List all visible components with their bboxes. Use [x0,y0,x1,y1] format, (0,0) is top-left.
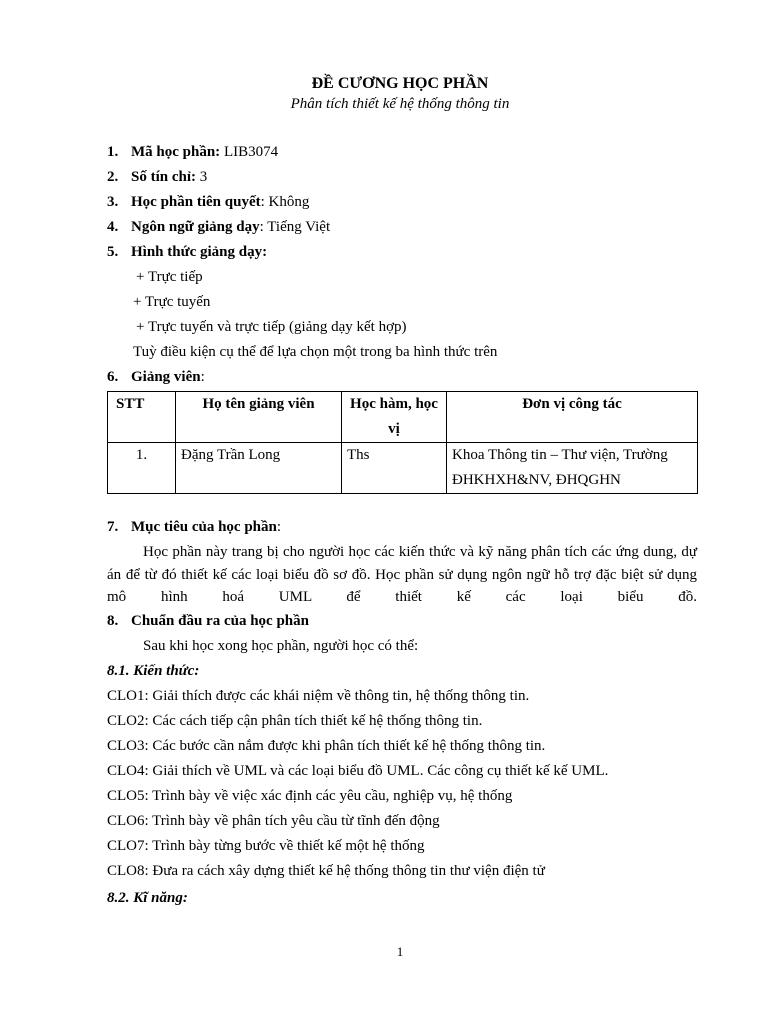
column-header-name: Họ tên giảng viên [176,392,342,443]
cell-title: Ths [342,443,447,494]
outcomes-heading: 8. Chuẩn đầu ra của học phần [107,613,309,629]
table-row [108,443,698,494]
item-label: Học phần tiên quyết [131,194,261,210]
outcomes-intro: Sau khi học xong học phần, người học có thể: [143,638,419,654]
page-number: 1 [396,944,404,959]
clo-item: CLO7: Trình bày từng bước về thiết kế một hệ thống [107,838,425,854]
objective-paragraph: Học phần này trang bị cho người học các kiến thức và kỹ năng phân tích các ứng dung, dự án để từ đó thiết kế các loại biểu đồ sơ đồ. Học phần sử dụng ngôn ngữ hỗ trợ đặc biệt sử dụng mô hình hoá UML để thiết kế các loại biểu đồ. [107,544,697,605]
item-label: Ngôn ngữ giảng dạy [131,219,260,235]
item-label: Mã học phần: [131,144,221,160]
item-label: Hình thức giảng dạy: [131,244,268,260]
document-title: ĐỀ CƯƠNG HỌC PHẦN [311,75,489,92]
objective-heading: 7. Mục tiêu của học phần: [107,519,282,535]
clo-item: CLO3: Các bước cần nắm được khi phân tích thiết kế hệ thống thông tin. [107,738,546,754]
skills-heading: 8.2. Kĩ năng: [107,890,188,906]
cell-name: Đặng Trần Long [176,443,342,494]
item-label: Số tín chỉ: [131,169,197,185]
item-prerequisite: 3. Học phần tiên quyết: Không [107,194,310,210]
document-subtitle: Phân tích thiết kế hệ thống thông tin [290,96,510,112]
cell-stt: 1. [108,443,176,494]
clo-item: CLO1: Giải thích được các khái niệm về thông tin, hệ thống thông tin. [107,688,530,704]
item-value: : Không [260,194,310,210]
item-course-code: 1. Mã học phần: LIB3074 [107,144,279,160]
clo-item: CLO5: Trình bày về việc xác định các yêu cầu, nghiệp vụ, hệ thống [107,788,513,804]
clo-item: CLO2: Các cách tiếp cận phân tích thiết kế hệ thống thông tin. [107,713,483,729]
cell-unit: Khoa Thông tin – Thư viện, Trường ĐHKHXH&NV, ĐHQGHN [447,443,698,494]
form-option: + Trực tiếp [136,269,203,285]
form-option: + Trực tuyến và trực tiếp (giảng dạy kết hợp) [136,319,407,335]
column-header-stt: STT [108,392,176,443]
clo-item: CLO6: Trình bày về phân tích yêu cầu từ tĩnh đến động [107,813,440,829]
column-header-unit: Đơn vị công tác [447,392,698,443]
column-header-title: Học hàm, học vị [342,392,447,443]
item-value: 3 [196,169,208,185]
item-value: : Tiếng Việt [259,219,331,235]
table-header-row [108,392,698,443]
forms-note: Tuỳ điều kiện cụ thể để lựa chọn một trong ba hình thức trên [133,344,498,360]
clo-item: CLO8: Đưa ra cách xây dựng thiết kế hệ thống thông tin thư viện điện tử [107,863,545,879]
form-option: + Trực tuyến [133,294,211,310]
clo-item: CLO4: Giải thích về UML và các loại biểu đồ UML. Các công cụ thiết kế kế UML. [107,763,609,779]
lecturer-heading: 6. Giảng viên: [107,369,205,385]
item-credits: 2. Số tín chỉ: 3 [107,169,208,185]
knowledge-heading: 8.1. Kiến thức: [107,663,200,679]
item-value: LIB3074 [220,144,279,160]
lecturer-table [107,391,698,494]
item-language: 4. Ngôn ngữ giảng dạy: Tiếng Việt [107,219,331,235]
item-teaching-form: 5. Hình thức giảng dạy: [107,244,268,260]
